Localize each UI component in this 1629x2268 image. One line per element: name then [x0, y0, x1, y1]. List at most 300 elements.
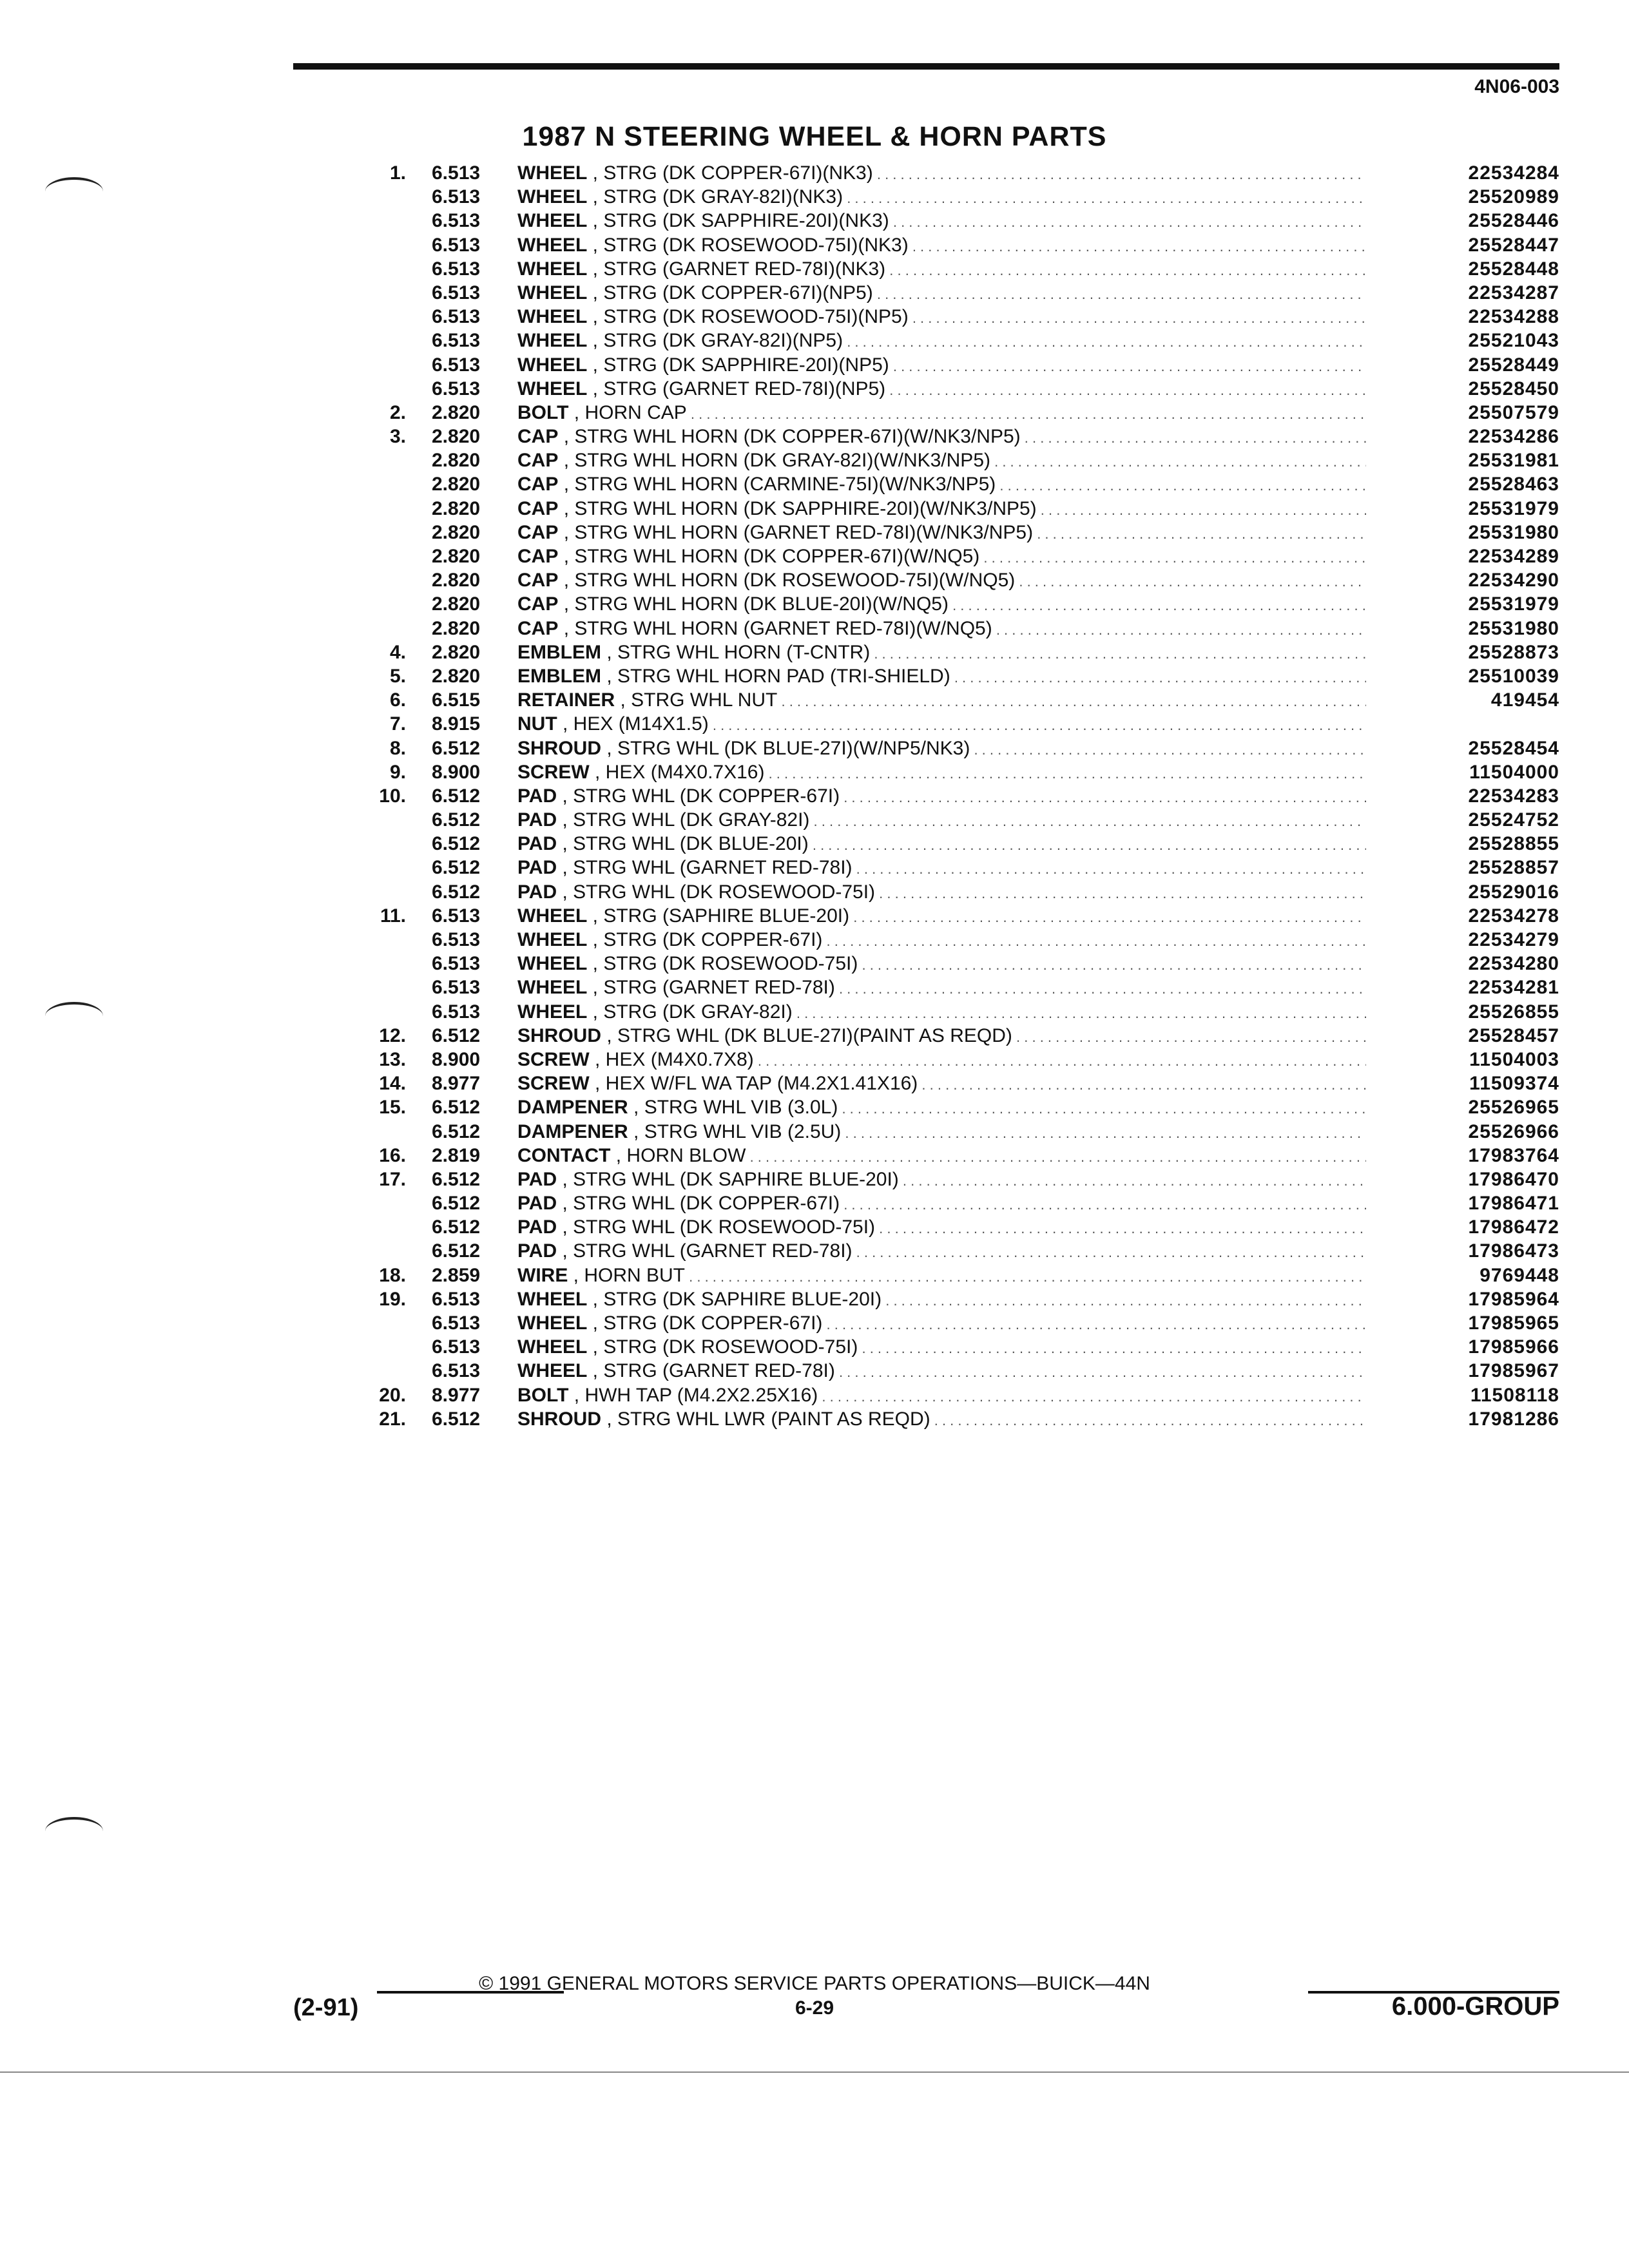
part-description [517, 305, 1366, 330]
part-detail: , STRG (DK SAPHIRE BLUE-20I) [592, 1288, 882, 1310]
part-row [361, 497, 1559, 521]
group-number: 8.977 [432, 1073, 481, 1095]
part-number: 25528463 [1468, 474, 1559, 495]
part-detail: , STRG WHL (DK SAPHIRE BLUE-20I) [562, 1168, 899, 1190]
part-name: WHEEL [517, 282, 588, 303]
part-number: 25528447 [1468, 234, 1559, 256]
part-number: 22534278 [1468, 905, 1559, 927]
part-row [361, 760, 1559, 784]
part-row [361, 1287, 1559, 1311]
group-label: 6.000-GROUP [1391, 1992, 1559, 2021]
part-number: 25528450 [1468, 378, 1559, 399]
part-description [517, 185, 1366, 210]
part-number: 25528457 [1468, 1024, 1559, 1046]
part-number: 11509374 [1469, 1073, 1559, 1095]
part-name: WHEEL [517, 929, 588, 950]
part-row [361, 377, 1559, 401]
group-number: 2.820 [432, 521, 481, 543]
part-row [361, 353, 1559, 377]
part-detail: , HEX (M4X0.7X16) [595, 761, 765, 783]
part-row [361, 1264, 1559, 1287]
part-number: 22534290 [1468, 570, 1559, 591]
part-row [361, 736, 1559, 760]
part-row [361, 640, 1559, 664]
ref-number: 4. [389, 641, 406, 663]
part-name: CAP [517, 593, 559, 615]
part-detail: , STRG (DK SAPPHIRE-20I)(NK3) [592, 210, 889, 232]
group-number: 6.513 [432, 234, 481, 256]
part-detail: , STRG WHL HORN (CARMINE-75I)(W/NK3/NP5) [563, 474, 996, 495]
part-description [517, 904, 1366, 929]
part-description [517, 1095, 1366, 1120]
part-detail: , STRG (DK GRAY-82I)(NP5) [592, 330, 843, 352]
part-number: 22534288 [1468, 306, 1559, 328]
group-number: 6.512 [432, 1408, 481, 1430]
part-row [361, 664, 1559, 688]
part-number: 17986471 [1468, 1193, 1559, 1215]
part-name: CAP [517, 570, 559, 591]
ref-number: 10. [379, 785, 406, 807]
part-row [361, 401, 1559, 425]
part-description [517, 952, 1366, 977]
revision-date: (2-91) [293, 1994, 359, 2021]
part-row [361, 1144, 1559, 1168]
part-number: 17981286 [1468, 1408, 1559, 1430]
part-description [517, 1215, 1366, 1240]
part-detail: , STRG WHL NUT [620, 689, 778, 711]
group-number: 6.513 [432, 282, 481, 303]
group-number: 6.512 [432, 1216, 481, 1238]
group-number: 6.515 [432, 689, 481, 711]
part-number: 25528446 [1468, 210, 1559, 232]
part-description [517, 1120, 1366, 1145]
part-description [517, 1168, 1366, 1193]
ref-number: 11. [380, 905, 406, 927]
page-title: 1987 N STEERING WHEEL & HORN PARTS [522, 121, 1107, 152]
group-number: 8.900 [432, 761, 481, 783]
part-row [361, 832, 1559, 856]
part-name: CAP [517, 546, 559, 567]
part-number: 22534284 [1468, 162, 1559, 184]
part-row [361, 856, 1559, 879]
ref-number: 18. [379, 1264, 406, 1286]
part-name: DAMPENER [517, 1097, 628, 1119]
part-row [361, 1335, 1559, 1359]
part-number: 25531979 [1468, 593, 1559, 615]
part-row [361, 1120, 1559, 1144]
part-number: 17986473 [1468, 1240, 1559, 1262]
part-description [517, 592, 1366, 617]
part-description [517, 880, 1366, 905]
part-row [361, 568, 1559, 592]
part-row [361, 1072, 1559, 1095]
part-row [361, 808, 1559, 832]
part-name: WHEEL [517, 330, 588, 352]
part-description [517, 688, 1366, 713]
part-number: 22534287 [1468, 282, 1559, 303]
part-name: CAP [517, 474, 559, 495]
part-detail: , STRG WHL (DK COPPER-67I) [562, 785, 840, 807]
group-number: 6.513 [432, 186, 481, 208]
group-number: 2.820 [432, 570, 481, 591]
part-row [361, 617, 1559, 640]
part-name: RETAINER [517, 689, 615, 711]
part-detail: , STRG (DK GRAY-82I) [592, 1001, 793, 1023]
part-row [361, 305, 1559, 329]
ref-number: 8. [389, 737, 406, 759]
part-name: CAP [517, 426, 559, 448]
part-description [517, 1239, 1366, 1264]
part-name: PAD [517, 857, 557, 879]
part-row [361, 592, 1559, 616]
part-number: 11504003 [1469, 1048, 1559, 1070]
part-row [361, 1191, 1559, 1215]
part-detail: , STRG WHL (DK COPPER-67I) [562, 1193, 840, 1215]
part-number: 17986470 [1468, 1168, 1559, 1190]
group-number: 6.513 [432, 1312, 481, 1334]
ref-number: 3. [389, 426, 406, 448]
group-number: 8.900 [432, 1048, 481, 1070]
part-description [517, 472, 1366, 497]
part-number: 22534286 [1468, 426, 1559, 448]
part-description [517, 401, 1366, 426]
part-row [361, 904, 1559, 928]
part-description [517, 856, 1366, 881]
part-name: WHEEL [517, 162, 588, 184]
part-detail: , STRG (GARNET RED-78I)(NP5) [592, 378, 886, 399]
group-number: 6.513 [432, 354, 481, 376]
group-number: 6.513 [432, 210, 481, 232]
part-name: SHROUD [517, 1408, 602, 1430]
part-row [361, 784, 1559, 808]
group-number: 6.512 [432, 833, 481, 855]
group-number: 2.820 [432, 474, 481, 495]
part-description [517, 1383, 1366, 1408]
part-description [517, 808, 1366, 833]
group-number: 6.513 [432, 162, 481, 184]
parts-list [361, 161, 1559, 1431]
part-name: WHEEL [517, 977, 588, 999]
part-number: 419454 [1490, 689, 1559, 711]
part-description [517, 1191, 1366, 1216]
part-name: SHROUD [517, 737, 602, 759]
group-number: 6.512 [432, 1024, 481, 1046]
group-number: 6.513 [432, 378, 481, 399]
part-number: 25528448 [1468, 258, 1559, 280]
part-name: WHEEL [517, 258, 588, 280]
part-name: PAD [517, 1193, 557, 1215]
ref-number: 15. [379, 1097, 406, 1119]
part-description [517, 1335, 1366, 1360]
part-row [361, 329, 1559, 352]
part-row [361, 1239, 1559, 1263]
part-row [361, 1095, 1559, 1119]
part-row [361, 975, 1559, 999]
part-number: 25528454 [1468, 737, 1559, 759]
part-name: WHEEL [517, 1288, 588, 1310]
bottom-rule [0, 2071, 1629, 2073]
part-name: PAD [517, 1240, 557, 1262]
part-number: 25529016 [1468, 881, 1559, 903]
part-number: 25507579 [1468, 401, 1559, 423]
part-name: CAP [517, 497, 559, 519]
part-number: 11508118 [1470, 1384, 1559, 1406]
group-number: 2.820 [432, 401, 481, 423]
part-detail: , STRG (DK SAPPHIRE-20I)(NP5) [592, 354, 889, 376]
part-number: 25531981 [1468, 450, 1559, 472]
part-detail: , HEX (M14X1.5) [563, 713, 709, 735]
part-detail: , STRG WHL (DK ROSEWOOD-75I) [562, 1216, 876, 1238]
part-name: WIRE [517, 1264, 568, 1286]
part-detail: , STRG WHL VIB (3.0L) [633, 1097, 838, 1119]
part-name: WHEEL [517, 1336, 588, 1358]
part-number: 9769448 [1480, 1264, 1559, 1286]
part-detail: , STRG (DK ROSEWOOD-75I)(NP5) [592, 306, 909, 328]
part-number: 25520989 [1468, 186, 1559, 208]
part-name: WHEEL [517, 210, 588, 232]
ref-number: 20. [379, 1384, 406, 1406]
part-name: CONTACT [517, 1144, 611, 1166]
group-number: 6.512 [432, 1168, 481, 1190]
part-number: 25531980 [1468, 617, 1559, 639]
part-name: WHEEL [517, 905, 588, 927]
part-detail: , STRG (SAPHIRE BLUE-20I) [592, 905, 850, 927]
part-name: WHEEL [517, 306, 588, 328]
ref-number: 16. [379, 1144, 406, 1166]
part-detail: , STRG WHL (DK ROSEWOOD-75I) [562, 881, 876, 903]
group-number: 2.820 [432, 593, 481, 615]
part-number: 17985964 [1468, 1288, 1559, 1310]
ref-number: 2. [389, 401, 406, 423]
part-row [361, 425, 1559, 448]
ref-number: 5. [389, 665, 406, 687]
part-number: 25528449 [1468, 354, 1559, 376]
group-number: 8.977 [432, 1384, 481, 1406]
part-name: NUT [517, 713, 557, 735]
part-description [517, 1000, 1366, 1025]
part-description [517, 1264, 1366, 1289]
part-name: CAP [517, 450, 559, 472]
part-description [517, 353, 1366, 378]
part-description [517, 1048, 1366, 1073]
part-description [517, 521, 1366, 546]
group-number: 2.819 [432, 1144, 481, 1166]
part-name: PAD [517, 881, 557, 903]
part-description [517, 1024, 1366, 1049]
ref-number: 12. [379, 1024, 406, 1046]
part-detail: , STRG WHL HORN (GARNET RED-78I)(W/NQ5) [563, 617, 992, 639]
part-number: 25526965 [1468, 1097, 1559, 1119]
group-number: 6.513 [432, 1288, 481, 1310]
part-detail: , HORN BUT [573, 1264, 686, 1286]
part-description [517, 736, 1366, 762]
part-description [517, 1287, 1366, 1312]
part-description [517, 832, 1366, 857]
part-detail: , STRG WHL HORN (DK BLUE-20I)(W/NQ5) [563, 593, 949, 615]
part-detail: , STRG (GARNET RED-78I) [592, 977, 835, 999]
part-number: 11504000 [1469, 761, 1559, 783]
part-description [517, 1359, 1366, 1384]
part-number: 17985967 [1468, 1360, 1559, 1382]
part-name: PAD [517, 1216, 557, 1238]
part-name: WHEEL [517, 1312, 588, 1334]
page-number: 6-29 [795, 1997, 834, 2019]
group-number: 2.820 [432, 426, 481, 448]
part-description [517, 1311, 1366, 1336]
part-detail: , STRG (DK ROSEWOOD-75I) [592, 953, 858, 975]
group-number: 6.512 [432, 881, 481, 903]
group-number: 6.512 [432, 1097, 481, 1119]
part-number: 22534279 [1468, 929, 1559, 950]
group-number: 6.512 [432, 737, 481, 759]
part-number: 25521043 [1468, 330, 1559, 352]
part-name: CAP [517, 617, 559, 639]
part-row [361, 928, 1559, 952]
part-name: WHEEL [517, 378, 588, 399]
part-name: WHEEL [517, 953, 588, 975]
ref-number: 6. [389, 689, 406, 711]
part-row [361, 1359, 1559, 1383]
part-description [517, 1407, 1366, 1432]
part-name: PAD [517, 833, 557, 855]
group-number: 6.512 [432, 785, 481, 807]
part-row [361, 209, 1559, 233]
part-row [361, 1000, 1559, 1024]
copyright-line: © 1991 GENERAL MOTORS SERVICE PARTS OPERATIONS—BUICK—44N [479, 1973, 1150, 1994]
group-number: 2.820 [432, 546, 481, 567]
group-number: 6.513 [432, 1001, 481, 1023]
part-row [361, 161, 1559, 185]
part-row [361, 1383, 1559, 1407]
part-number: 25524752 [1468, 809, 1559, 831]
part-row [361, 448, 1559, 472]
part-detail: , HEX W/FL WA TAP (M4.2X1.41X16) [595, 1073, 918, 1095]
part-detail: , STRG (DK GRAY-82I)(NK3) [592, 186, 843, 208]
part-detail: , STRG WHL HORN (GARNET RED-78I)(W/NK3/NP5) [563, 521, 1034, 543]
part-description [517, 377, 1366, 402]
part-detail: , STRG (GARNET RED-78I) [592, 1360, 835, 1382]
group-number: 6.513 [432, 929, 481, 950]
part-name: CAP [517, 521, 559, 543]
part-detail: , STRG (GARNET RED-78I)(NK3) [592, 258, 886, 280]
ref-number: 9. [389, 761, 406, 783]
part-number: 25528857 [1468, 857, 1559, 879]
part-name: WHEEL [517, 354, 588, 376]
part-description [517, 425, 1366, 450]
part-name: PAD [517, 1168, 557, 1190]
part-detail: , STRG (DK COPPER-67I)(NP5) [592, 282, 873, 303]
ref-number: 7. [389, 713, 406, 735]
part-row [361, 544, 1559, 568]
ref-number: 1. [389, 162, 406, 184]
part-number: 22534283 [1468, 785, 1559, 807]
part-number: 25531979 [1468, 497, 1559, 519]
part-row [361, 281, 1559, 305]
group-number: 6.513 [432, 1360, 481, 1382]
part-description [517, 568, 1366, 593]
part-row [361, 1215, 1559, 1239]
part-row [361, 952, 1559, 975]
part-description [517, 664, 1366, 689]
part-detail: , STRG WHL (GARNET RED-78I) [562, 1240, 853, 1262]
group-number: 6.513 [432, 330, 481, 352]
part-detail: , STRG WHL HORN (DK COPPER-67I)(W/NK3/NP5) [563, 426, 1021, 448]
ref-number: 17. [379, 1168, 406, 1190]
part-detail: , HWH TAP (M4.2X2.25X16) [574, 1384, 818, 1406]
part-row [361, 257, 1559, 281]
group-number: 6.512 [432, 1120, 481, 1142]
document-code: 4N06-003 [1474, 76, 1559, 97]
part-description [517, 281, 1366, 306]
part-number: 25526855 [1468, 1001, 1559, 1023]
part-description [517, 544, 1366, 570]
group-number: 6.512 [432, 809, 481, 831]
group-number: 6.512 [432, 857, 481, 879]
punch-hole-mark [45, 1817, 103, 1845]
part-description [517, 617, 1366, 642]
part-detail: , STRG WHL (GARNET RED-78I) [562, 857, 853, 879]
part-row [361, 233, 1559, 257]
part-detail: , STRG (DK ROSEWOOD-75I) [592, 1336, 858, 1358]
part-name: EMBLEM [517, 665, 601, 687]
part-detail: , STRG WHL HORN PAD (TRI-SHIELD) [606, 665, 950, 687]
group-number: 2.820 [432, 641, 481, 663]
group-number: 6.513 [432, 953, 481, 975]
part-detail: , STRG WHL HORN (DK GRAY-82I)(W/NK3/NP5) [563, 450, 990, 472]
part-number: 22534281 [1468, 977, 1559, 999]
part-name: BOLT [517, 1384, 569, 1406]
part-name: WHEEL [517, 1360, 588, 1382]
part-detail: , STRG WHL (DK GRAY-82I) [562, 809, 810, 831]
part-row [361, 521, 1559, 544]
part-name: PAD [517, 785, 557, 807]
group-number: 2.820 [432, 497, 481, 519]
part-name: SCREW [517, 1073, 590, 1095]
ref-number: 19. [379, 1288, 406, 1310]
group-number: 6.513 [432, 905, 481, 927]
part-detail: , STRG (DK ROSEWOOD-75I)(NK3) [592, 234, 909, 256]
part-name: WHEEL [517, 1001, 588, 1023]
part-detail: , STRG WHL (DK BLUE-27I)(W/NP5/NK3) [606, 737, 970, 759]
part-row [361, 1311, 1559, 1335]
group-number: 6.513 [432, 306, 481, 328]
part-number: 25531980 [1468, 521, 1559, 543]
ref-number: 21. [379, 1408, 406, 1430]
part-detail: , STRG WHL (DK BLUE-20I) [562, 833, 809, 855]
part-row [361, 1048, 1559, 1072]
part-description [517, 1144, 1366, 1169]
part-description [517, 975, 1366, 1001]
part-detail: , STRG WHL HORN (T-CNTR) [606, 641, 871, 663]
group-number: 6.513 [432, 258, 481, 280]
group-number: 2.820 [432, 450, 481, 472]
part-row [361, 712, 1559, 736]
group-number: 2.820 [432, 617, 481, 639]
part-description [517, 448, 1366, 474]
part-detail: , STRG WHL HORN (DK SAPPHIRE-20I)(W/NK3/NP5) [563, 497, 1037, 519]
part-row [361, 688, 1559, 712]
part-name: PAD [517, 809, 557, 831]
part-name: DAMPENER [517, 1120, 628, 1142]
part-name: WHEEL [517, 186, 588, 208]
part-description [517, 784, 1366, 809]
part-number: 17986472 [1468, 1216, 1559, 1238]
part-description [517, 161, 1366, 186]
part-number: 25528855 [1468, 833, 1559, 855]
group-number: 6.512 [432, 1193, 481, 1215]
part-description [517, 497, 1366, 522]
group-number: 6.513 [432, 1336, 481, 1358]
